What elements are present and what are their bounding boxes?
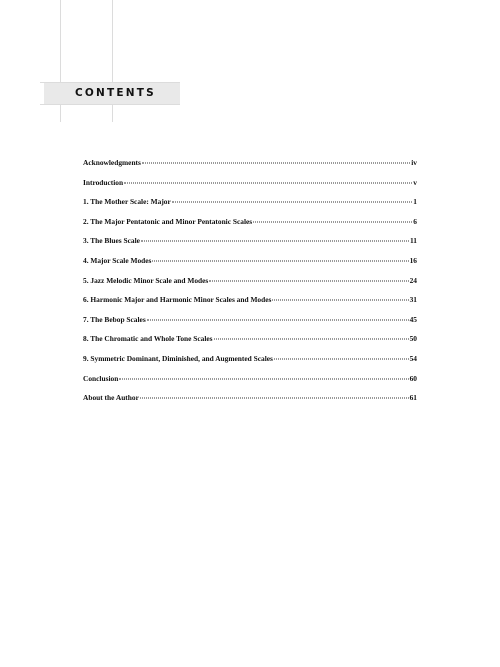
- toc-entry: [83, 393, 417, 413]
- toc-entry-page: 54: [409, 353, 417, 363]
- dot-leader: [172, 202, 413, 203]
- dot-leader: [119, 378, 408, 379]
- toc-entry: [83, 334, 417, 354]
- toc-entry-page: 24: [409, 275, 417, 285]
- toc-entry-title: 9. Symmetric Dominant, Diminished, and Augmented Scales: [83, 353, 273, 363]
- toc-entry-title: 1. The Mother Scale: Major: [83, 197, 171, 207]
- toc-entry-page: 61: [409, 393, 417, 403]
- dot-leader: [142, 163, 410, 164]
- toc-entry-title: 8. The Chromatic and Whole Tone Scales: [83, 334, 213, 344]
- page-title: CONTENTS: [75, 87, 156, 99]
- toc-entry-page: 45: [409, 314, 417, 324]
- dot-leader: [274, 358, 409, 359]
- toc-entry-page: 11: [410, 236, 417, 246]
- toc-entry-title: About the Author: [83, 393, 139, 403]
- toc-entry: [83, 256, 417, 276]
- toc-entry-page: v: [413, 177, 417, 187]
- toc-entry: [83, 217, 417, 237]
- toc-entry-title: 3. The Blues Scale: [83, 236, 140, 246]
- dot-leader: [140, 398, 409, 399]
- toc-entry: [83, 295, 417, 315]
- toc-entry-title: 4. Major Scale Modes: [83, 255, 152, 265]
- toc-entry: [83, 354, 417, 374]
- dot-leader: [214, 339, 409, 340]
- toc-entry-title: Acknowledgments: [83, 158, 141, 167]
- decorative-horizontal-rule-bottom: [40, 104, 180, 105]
- dot-leader: [253, 221, 412, 222]
- dot-leader: [272, 300, 408, 301]
- toc-entry-title: Conclusion: [83, 373, 119, 383]
- toc-entry-page: 1: [413, 197, 417, 207]
- toc-entry-page: 60: [409, 373, 417, 383]
- dot-leader: [152, 260, 408, 261]
- toc-entry-page: 16: [409, 255, 417, 265]
- toc-entry: [83, 197, 417, 217]
- dot-leader: [124, 182, 412, 183]
- toc-entry-page: 50: [409, 334, 417, 344]
- toc-entry: [83, 374, 417, 394]
- toc-entry: [83, 178, 417, 198]
- toc-entry-page: 31: [409, 295, 417, 305]
- table-of-contents: [83, 158, 417, 413]
- toc-entry-title: 6. Harmonic Major and Harmonic Minor Scales and Modes: [83, 295, 272, 305]
- toc-entry: [83, 276, 417, 296]
- toc-entry: [83, 236, 417, 256]
- toc-entry-page: 6: [413, 216, 417, 226]
- toc-entry-title: 5. Jazz Melodic Minor Scale and Modes: [83, 275, 209, 285]
- dot-leader: [209, 280, 408, 281]
- toc-entry-page: iv: [411, 158, 417, 167]
- toc-entry-title: 2. The Major Pentatonic and Minor Pentatonic Scales: [83, 216, 253, 226]
- dot-leader: [147, 319, 409, 320]
- dot-leader: [141, 241, 409, 242]
- toc-entry: [83, 158, 417, 178]
- toc-entry: [83, 315, 417, 335]
- toc-entry-title: 7. The Bebop Scales: [83, 314, 146, 324]
- toc-entry-title: Introduction: [83, 177, 124, 187]
